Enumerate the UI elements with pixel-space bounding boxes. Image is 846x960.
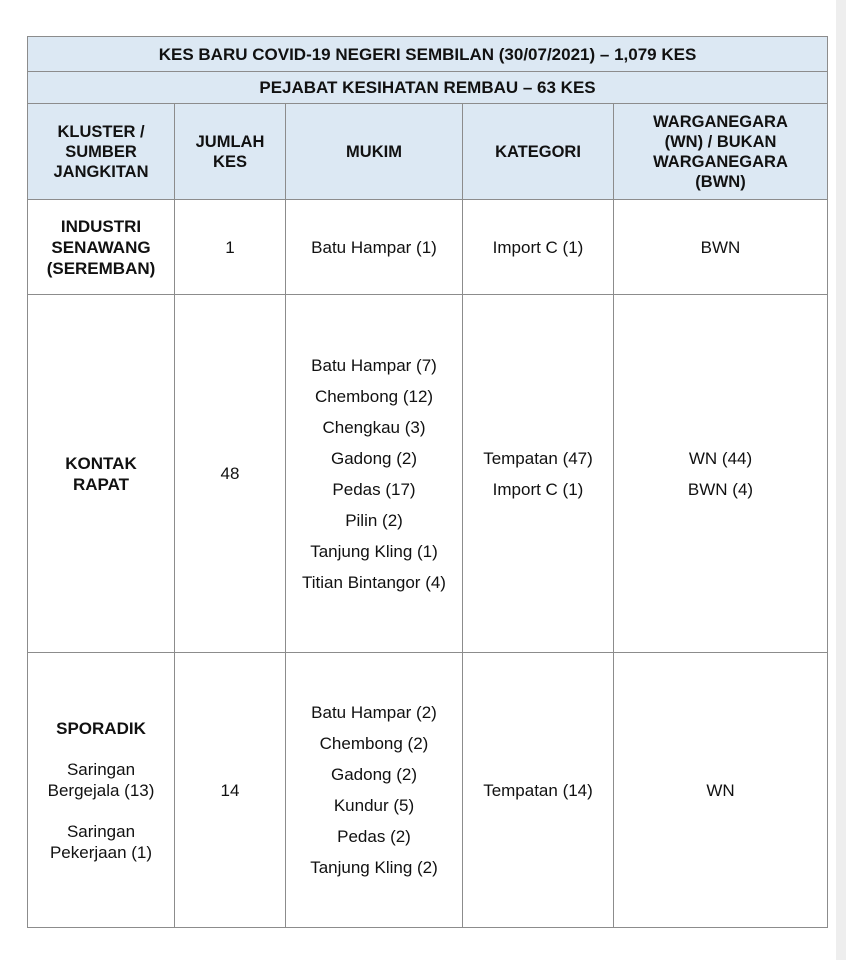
kategori-cell: Tempatan (47) Import C (1) bbox=[463, 295, 614, 653]
column-header-row bbox=[28, 104, 828, 200]
cluster-subsource: Saringan Pekerjaan (1) bbox=[49, 821, 153, 862]
jumlah-cell: 1 bbox=[175, 200, 286, 295]
report-subtitle: PEJABAT KESIHATAN REMBAU – 63 KES bbox=[28, 72, 828, 104]
mukim-cell: Batu Hampar (2) Chembong (2) Gadong (2) Kundur (5) Pedas (2) Tanjung Kling (2) bbox=[286, 653, 463, 928]
jumlah-cell: 14 bbox=[175, 653, 286, 928]
report-title: KES BARU COVID-19 NEGERI SEMBILAN (30/07/2021) – 1,079 KES bbox=[28, 37, 828, 72]
kategori-cell: Import C (1) bbox=[463, 200, 614, 295]
header-cluster: KLUSTER / SUMBER JANGKITAN bbox=[28, 104, 175, 200]
header-mukim: MUKIM bbox=[286, 104, 463, 200]
table-row bbox=[28, 295, 828, 653]
header-kategori: KATEGORI bbox=[463, 104, 614, 200]
kategori-cell: Tempatan (14) bbox=[463, 653, 614, 928]
warganegara-cell: WN (44) BWN (4) bbox=[614, 295, 828, 653]
mukim-cell: Batu Hampar (7) Chembong (12) Chengkau (3) Gadong (2) Pedas (17) Pilin (2) Tanjung Kling (1) Titian Bintangor (4) bbox=[286, 295, 463, 653]
table-row bbox=[28, 200, 828, 295]
table-row bbox=[28, 653, 828, 928]
jumlah-cell: 48 bbox=[175, 295, 286, 653]
subtitle-row bbox=[28, 72, 828, 104]
warganegara-cell: BWN bbox=[614, 200, 828, 295]
cluster-subsource: Saringan Bergejala (13) bbox=[47, 759, 155, 800]
cluster-cell: KONTAK RAPAT bbox=[28, 295, 175, 653]
cluster-cell: INDUSTRI SENAWANG (SEREMBAN) bbox=[28, 200, 175, 295]
title-row bbox=[28, 37, 828, 72]
cluster-cell: SPORADIK Saringan Bergejala (13) Saringan Pekerjaan (1) bbox=[28, 653, 175, 928]
header-jumlah: JUMLAH KES bbox=[175, 104, 286, 200]
mukim-cell: Batu Hampar (1) bbox=[286, 200, 463, 295]
covid-cases-table bbox=[27, 36, 828, 928]
page-edge bbox=[836, 0, 846, 960]
header-warganegara: WARGANEGARA (WN) / BUKAN WARGANEGARA (BWN) bbox=[614, 104, 828, 200]
warganegara-cell: WN bbox=[614, 653, 828, 928]
